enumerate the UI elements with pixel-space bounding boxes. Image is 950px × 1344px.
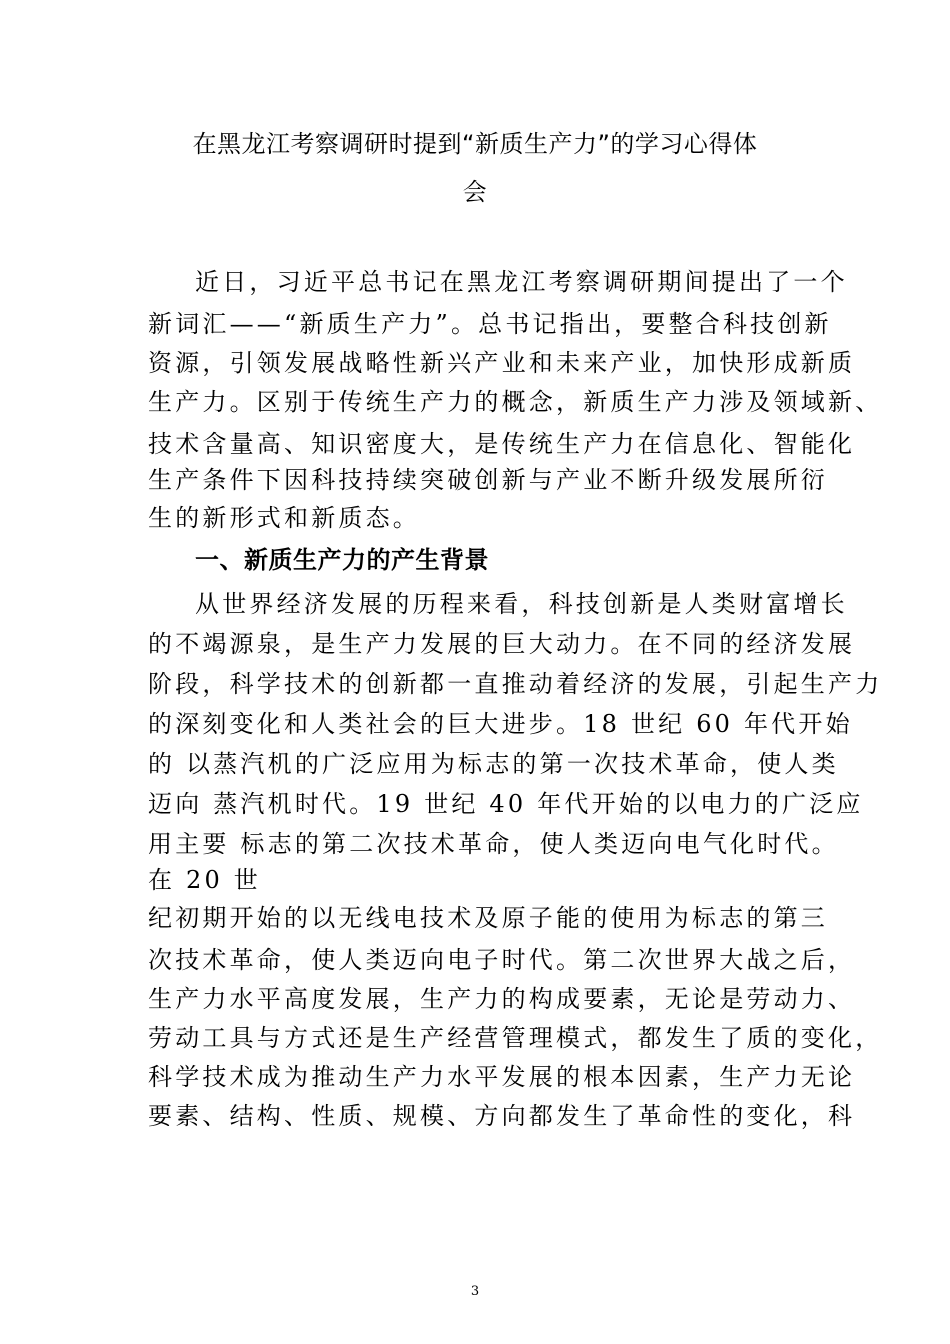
page-number: 3 — [470, 1284, 480, 1299]
body-paragraph-line: 的 以蒸汽机的广泛应用为标志的第一次技术革命，使人类 — [148, 750, 839, 778]
intro-paragraph-line: 技术含量高、知识密度大，是传统生产力在信息化、智能化 — [148, 430, 856, 458]
body-paragraph-line: 迈向 蒸汽机时代。19 世纪 40 年代开始的以电力的广泛应 — [148, 790, 864, 818]
body-paragraph-line: 从世界经济发展的历程来看，科技创新是人类财富增长 — [195, 590, 848, 618]
body-paragraph-line: 劳动工具与方式还是生产经营管理模式，都发生了质的变化， — [148, 1024, 883, 1052]
document-title-line-2: 会 — [462, 178, 488, 206]
body-paragraph-line: 的深刻变化和人类社会的巨大进步。18 世纪 60 年代开始 — [148, 710, 853, 738]
body-paragraph-line: 阶段，科学技术的创新都一直推动着经济的发展，引起生产力 — [148, 670, 883, 698]
intro-paragraph-line: 资源，引领发展战略性新兴产业和未来产业，加快形成新质 — [148, 349, 856, 377]
body-paragraph-line: 的不竭源泉，是生产力发展的巨大动力。在不同的经济发展 — [148, 630, 856, 658]
intro-paragraph-line: 生产条件下因科技持续突破创新与产业不断升级发展所衍 — [148, 466, 828, 494]
section-heading: 一、新质生产力的产生背景 — [195, 546, 489, 574]
body-paragraph-line: 纪初期开始的以无线电技术及原子能的使用为标志的第三 — [148, 904, 828, 932]
intro-paragraph-line: 近日，习近平总书记在黑龙江考察调研期间提出了一个 — [195, 268, 848, 296]
document-title-line-1: 在黑龙江考察调研时提到“新质生产力”的学习心得体 — [192, 130, 758, 158]
body-paragraph-line: 用主要 标志的第二次技术革命，使人类迈向电气化时代。 — [148, 830, 839, 858]
intro-paragraph-line: 生的新形式和新质态。 — [148, 504, 420, 532]
body-paragraph-line: 要素、结构、性质、规模、方向都发生了革命性的变化，科 — [148, 1102, 856, 1130]
body-paragraph-line: 在 20 世 — [148, 866, 261, 894]
intro-paragraph-line: 生产力。区别于传统生产力的概念，新质生产力涉及领域新、 — [148, 388, 883, 416]
body-paragraph-line: 生产力水平高度发展，生产力的构成要素，无论是劳动力、 — [148, 985, 856, 1013]
body-paragraph-line: 次技术革命，使人类迈向电子时代。第二次世界大战之后， — [148, 946, 856, 974]
intro-paragraph-line: 新词汇——“新质生产力”。总书记指出，要整合科技创新 — [148, 310, 832, 338]
body-paragraph-line: 科学技术成为推动生产力水平发展的根本因素，生产力无论 — [148, 1063, 856, 1091]
